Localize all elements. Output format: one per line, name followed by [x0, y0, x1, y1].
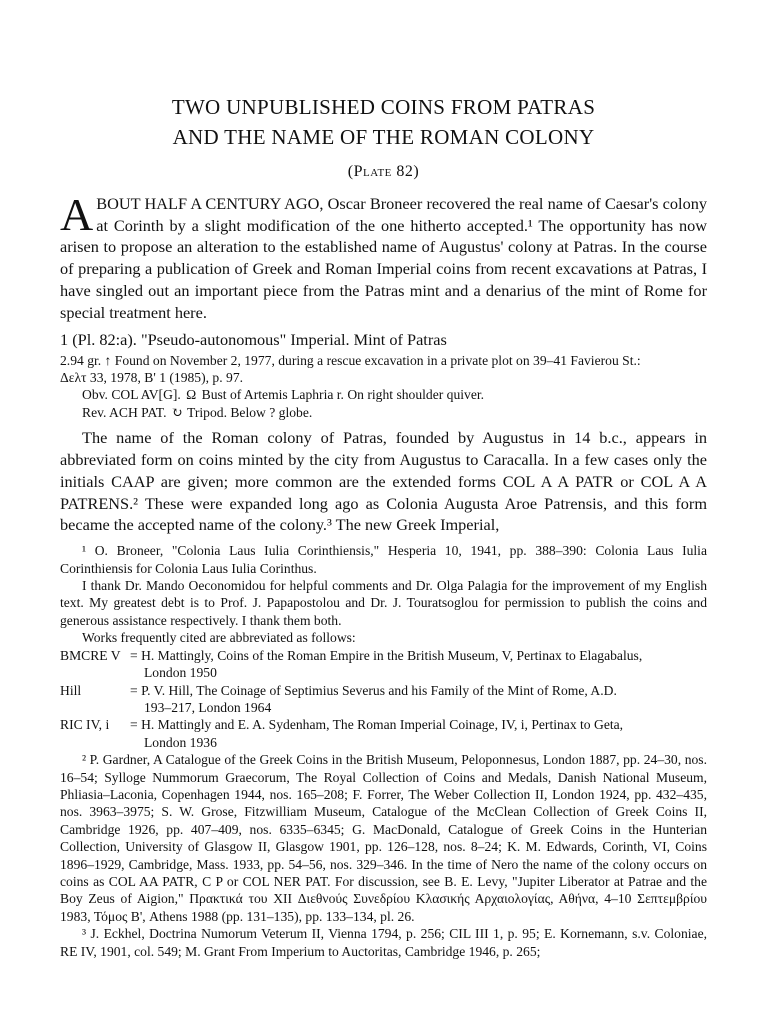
- article: [60, 92, 707, 960]
- footnote-3: ³ J. Eckhel, Doctrina Numorum Veterum II, Vienna 1794, p. 256; CIL III 1, p. 95; E. Kornemann, s.v. Coloniae, RE IV, 1901, col. 549; M. Grant From Imperium to Auctoritas, Cambridge 1946, p. 265;: [60, 926, 707, 959]
- die-axis-icon: ↻: [171, 404, 183, 420]
- reverse-label: Rev. ACH PAT.: [82, 404, 167, 420]
- plate-reference: (Plate 82): [347, 162, 420, 180]
- title-line-1: TWO UNPUBLISHED COINS FROM PATRAS: [171, 95, 596, 119]
- die-axis-icon: Ω: [186, 387, 197, 403]
- abbreviation-continuation: 193–217, London 1964: [144, 699, 272, 715]
- footnote-1: ¹ O. Broneer, "Colonia Laus Iulia Corinthiensis," Hesperia 10, 1941, pp. 388–390: Colonia Laus Iulia Corinthiensis for Colonia Laus Iulia Corinthus.: [60, 543, 707, 576]
- coin-1-reverse: [82, 404, 707, 421]
- footnote-2: ² P. Gardner, A Catalogue of the Greek Coins in the British Museum, Peloponnesus, London 1887, pp. 24–30, nos. 16–54; Sylloge Nummorum Graecorum, The Royal Collection of Coins and Medals, Danish National Museum, Phliasia–Laconia, Copenhagen 1944, nos. 165–208; F. Forrer, The Weber Collection II, London 1924, pp. 432–435, nos. 3963–3975; S. W. Grose, Fitzwilliam Museum, Catalogue of the McClean Collection of Greek Coins II, Cambridge 1926, pp. 407–409, nos. 6335–6345; G. MacDonald, Catalogue of Greek Coins in the Hunterian Collection, University of Glasgow II, Glasgow 1901, pp. 126–128, nos. 8–24; K. M. Edwards, Corinth, VI, Coins 1896–1929, Cambridge, Mass. 1933, pp. 54–56, nos. 329–346. In the time of Nero the name of the colony occurs on coins as COL AA PATR, C P or COL NER PAT. For discussion, see B. E. Levy, "Jupiter Liberator at Patrae and the Boy Zeus of Aigion," Πρακτικά του XII Διεθνούς Συνεδρίου Κλασικής Αρχαιολογίας, Αθήνα, 4–10 Σεπτεμβρίου 1983, Τόμος Β', Athens 1988 (pp. 131–135), pp. 133–134, pl. 26.: [60, 752, 707, 924]
- abbreviation-value: = P. V. Hill, The Coinage of Septimius Severus and his Family of the Mint of Rome, A.D.: [130, 682, 617, 698]
- abbreviations-intro: Works frequently cited are abbreviated as follows:: [82, 630, 356, 646]
- footnotes: [60, 542, 707, 960]
- abbreviation-entry: [60, 716, 707, 751]
- acknowledgements: I thank Dr. Mando Oeconomidou for helpful comments and Dr. Olga Palagia for the improvement of my English text. My greatest debt is to Prof. J. Papapostolou and Dr. J. Touratsoglou for permission to publish the coins and generous assistance respectively. I thank them both.: [60, 578, 707, 628]
- coin-1-heading: 1 (Pl. 82:a). "Pseudo-autonomous" Imperial. Mint of Patras: [60, 329, 447, 349]
- obverse-label: Obv. COL AV[G].: [82, 387, 181, 403]
- abbreviation-continuation: London 1950: [144, 665, 217, 681]
- abbreviation-continuation: London 1936: [144, 734, 217, 750]
- drop-cap: A: [60, 188, 94, 240]
- coin-1-obverse: [82, 386, 707, 403]
- abbreviation-key: Hill: [60, 682, 82, 698]
- abbreviation-key: BMCRE V: [60, 647, 121, 663]
- body-paragraph-2: The name of the Roman colony of Patras, founded by Augustus in 14 b.c., appears in abbreviated form on coins minted by the city from Augustus to Caracalla. In a few cases only the initials CAAP are given; more common are the extended forms COL A A PATR or COL A A PATRENS.² These were expanded long ago as Colonia Augusta Aroe Patrensis, and this form became the accepted name of the colony.³ The new Greek Imperial,: [60, 428, 707, 535]
- coin-1-reference: Δελτ 33, 1978, Β' 1 (1985), p. 97.: [60, 370, 244, 386]
- abbreviation-entry: [60, 682, 707, 717]
- abbreviation-key: RIC IV, i: [60, 717, 110, 733]
- reverse-description: Tripod. Below ? globe.: [187, 404, 313, 420]
- coin-1-weight: 2.94 gr. ↑ Found on November 2, 1977, during a rescue excavation in a private plot on 39–41 Favierou St.:: [60, 352, 641, 368]
- article-title: [60, 92, 707, 153]
- intro-paragraph: [60, 188, 707, 324]
- abbreviation-value: = H. Mattingly, Coins of the Roman Empire in the British Museum, V, Pertinax to Elagabalus,: [130, 647, 643, 663]
- intro-text: BOUT HALF A CENTURY AGO, Oscar Broneer recovered the real name of Caesar's colony at Corinth by a slight modification of the one hitherto accepted.¹ The opportunity has now arisen to propose an alteration to the established name of Augustus' colony at Patras. In the course of preparing a publication of Greek and Roman Imperial coins from recent excavations at Patras, I have singled out an important piece from the Patras mint and a denarius of the mint of Rome for special treatment here.: [60, 193, 707, 322]
- abbreviation-entry: [60, 647, 707, 682]
- abbreviation-value: = H. Mattingly and E. A. Sydenham, The Roman Imperial Coinage, IV, i, Pertinax to Geta,: [130, 717, 624, 733]
- title-line-2: AND THE NAME OF THE ROMAN COLONY: [172, 125, 595, 150]
- obverse-description: Bust of Artemis Laphria r. On right shoulder quiver.: [201, 387, 485, 403]
